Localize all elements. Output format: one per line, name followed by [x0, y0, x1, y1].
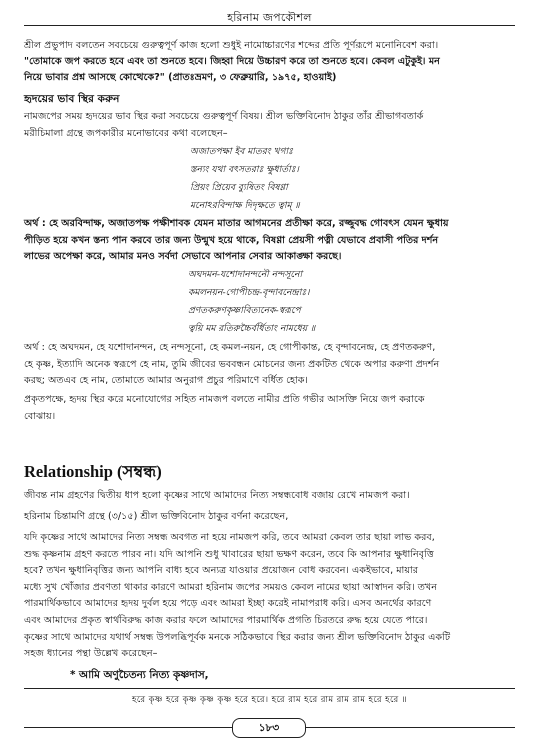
verse-1 [190, 143, 490, 215]
verse-2-line: ত্বয়ি মম রতিরুচ্চৈর্বর্ধিতাং নামধেয় ॥ [188, 324, 316, 334]
paragraph-line: বোঝায়। [24, 410, 56, 422]
verse-2 [188, 266, 498, 338]
meaning-2 [24, 340, 519, 390]
paragraph-line: প্রকৃতপক্ষে, হৃদয় স্থির করে মনোযোগের সহিত নামজপ বলতে নামীর প্রতি গভীর আসক্তি নিয়ে জপ করাকে [24, 394, 425, 405]
meaning-1-line: অর্থ : হে অরবিন্দাক্ষ, অজাতপক্ষ পক্ষীশাবক যেমন মাতার আগমনের প্রতীক্ষা করে, রজ্জুবদ্ধ গোবৎস যেমন ক্ষুধায় [24, 218, 449, 229]
running-header: হরিনাম জপকৌশল [227, 11, 312, 24]
paragraph-line: এবং আমাদের প্রকৃত স্বার্থবিরুদ্ধ কাজ করার ফলে আমাদের পারমার্থিক প্রগতি চিরতরে রুদ্ধ হয়ে যেতে পারে। [24, 614, 428, 626]
meaning-2-line: অর্থ : হে অঘদমন, হে যশোদানন্দন, হে নন্দসূনো, হে কমল-নয়ন, হে গোপীকান্ত, হে বৃন্দাবনেন্দ্র, হে প্রণতকরুণ, [24, 342, 436, 353]
intro-line-3: নিয়ে ভাবার প্রশ্ন আসছে কোত্থেকে?" (প্রাতঃভ্রমণ, ৩ ফেব্রুয়ারি, ১৯৭৫, হাওয়াই) [24, 72, 337, 83]
footer-mantra: হরে কৃষ্ণ হরে কৃষ্ণ কৃষ্ণ কৃষ্ণ হরে হরে। হরে রাম হরে রাম রাম রাম হরে হরে ॥ [131, 695, 408, 705]
meaning-2-line: হে কৃষ্ণ, ইত্যাদি অনেক স্বরূপে হে নাম, তুমি জীবের ভববন্ধন মোচনের জন্য প্রকটিত থেকে অপার করুণা প্রদর্শন [24, 358, 440, 370]
section1-line-1: নামজপের সময় হৃদয়ের ভাব স্থির করা সবচেয়ে গুরুত্বপূর্ণ বিষয়। শ্রীল ভক্তিবিনোদ ঠাকুর তাঁর শ্রীভাগবতার্ক [24, 111, 424, 122]
verse-1-line: মনোঽরবিন্দাক্ষ দিদৃক্ষতে ত্বাম্ ॥ [190, 201, 300, 211]
paragraph-line: যদি কৃষ্ণের সাথে আমাদের নিত্য সম্বন্ধ অবগত না হয়ে নামজপ করি, তবে আমরা কেবল তার ছায়া লাভ করব, [24, 532, 435, 543]
section2-paragraph [24, 530, 519, 663]
section2-line-1: জীবন্ত নাম গ্রহণের দ্বিতীয় ধাপ হলো কৃষ্ণের সাথে আমাদের নিত্য সম্বন্ধবোধ বজায় রেখে নামজপ করা। [24, 490, 410, 501]
paragraph-line: শুদ্ধ কৃষ্ণনাম গ্রহণ করতে পারব না। যদি আপনি শুধু খাবারের ছায়া ভক্ষণ করেন, তবে কি আপনার ক্ষুধানিবৃত্তি [24, 548, 434, 560]
meaning-1 [24, 216, 519, 266]
intro-line-2: "তোমাকে জপ করতে হবে এবং তা শুনতে হবে। জিহ্বা দিয়ে উচ্চারণ করে তা শুনতে হবে। কেবল এটুকুই। মন [24, 56, 440, 67]
verse-1-line: প্রিয়ং প্রিয়েব ব্যুষিতং বিষণ্ণা [190, 183, 288, 193]
verse-2-line: অঘদমন-যশোদানন্দনৌ নন্দসূনো [188, 270, 303, 280]
paragraph-line: সহজ ধ্যানের পন্থা উল্লেখ করেছেন– [24, 648, 158, 660]
header-divider [24, 25, 515, 26]
section-heading-relationship: Relationship (সম্বন্ধ) [24, 462, 162, 481]
section1-paragraph [24, 392, 519, 425]
section-heading-heart: হৃদয়ের ভাব স্থির করুন [24, 93, 120, 105]
page-number: ১৮৩ [232, 718, 306, 738]
meaning-2-line: করছ; অতএব হে নাম, তোমাতে আমার অনুরাগ প্রচুর পরিমাণে বর্ধিত হোক। [24, 375, 308, 386]
verse-1-line: স্তন্যং যথা বৎসতরাঃ ক্ষুধার্তাঃ। [190, 165, 299, 175]
verse-1-line: অজাতপক্ষা ইব মাতরং খগাঃ [190, 147, 293, 157]
paragraph-line: হবে? তখন ক্ষুধানিবৃত্তির জন্য আপনি বাধ্য হবে অন্যত্র যাওয়ার প্রয়োজন বোধ করবেন। একইভাবে, মায়ার [24, 565, 419, 577]
footer-divider [24, 688, 515, 689]
meaning-1-line: পীড়িত হয়ে কখন স্তন্য পান করবে তার জন্য উন্মুখ হয়ে থাকে, বিষণ্ণা প্রেয়সী পত্নী যেভাবে প্রবাসী পতির দর্শন [24, 234, 439, 246]
meaning-1-line: লাভের অপেক্ষা করে, আমার মনও সর্বদা সেভাবে আপনার সেবার আকাঙ্ক্ষা করছে। [24, 251, 342, 262]
verse-2-line: কমলনয়ন-গোপীচন্দ্র-বৃন্দাবনেন্দ্রাঃ। [188, 288, 310, 298]
verse-2-line: প্রণতকরুণকৃষ্ণাবিত্যনেক-স্বরূপে [188, 306, 301, 316]
paragraph-line: কৃষ্ণের সাথে আমাদের যথার্থ সম্বন্ধ উপলব্ধিপূর্বক মনকে সঠিকভাবে স্থির করার জন্য শ্রীল ভক্তিবিনোদ ঠাকুর একটি [24, 631, 451, 643]
section1-line-2: মরীচিমালা গ্রন্থে জপকারীর মনোভাবের কথা বলেছেন– [24, 128, 228, 139]
paragraph-line: পারমার্থিকভাবে আমাদের হৃদয় দুর্বল হয়ে পড়ে এবং আমরা ইচ্ছা করেই নামাপরাধ করি। এসব অনর্থের কারণে [24, 598, 432, 610]
meditation-quote: * আমি অণুচৈতন্য নিত্য কৃষ্ণদাস, [70, 669, 209, 681]
intro-line-1: শ্রীল প্রভুপাদ বলতেন সবচেয়ে গুরুত্বপূর্ণ কাজ হলো শুধুই নামোচ্চারণের শব্দের প্রতি পূর্ণরূপে মনোনিবেশ করা। [24, 40, 439, 51]
section2-line-2: হরিনাম চিন্তামণি গ্রন্থে (৩/১৫) শ্রীল ভক্তিবিনোদ ঠাকুর বর্ণনা করেছেন, [24, 511, 289, 522]
paragraph-line: মধ্যে সুখ খোঁজার প্রবণতা থাকার কারণে আমরা হরিনাম জপের সময়ও কেবল নামের ছায়া আস্বাদন করি। তখন [24, 581, 437, 593]
